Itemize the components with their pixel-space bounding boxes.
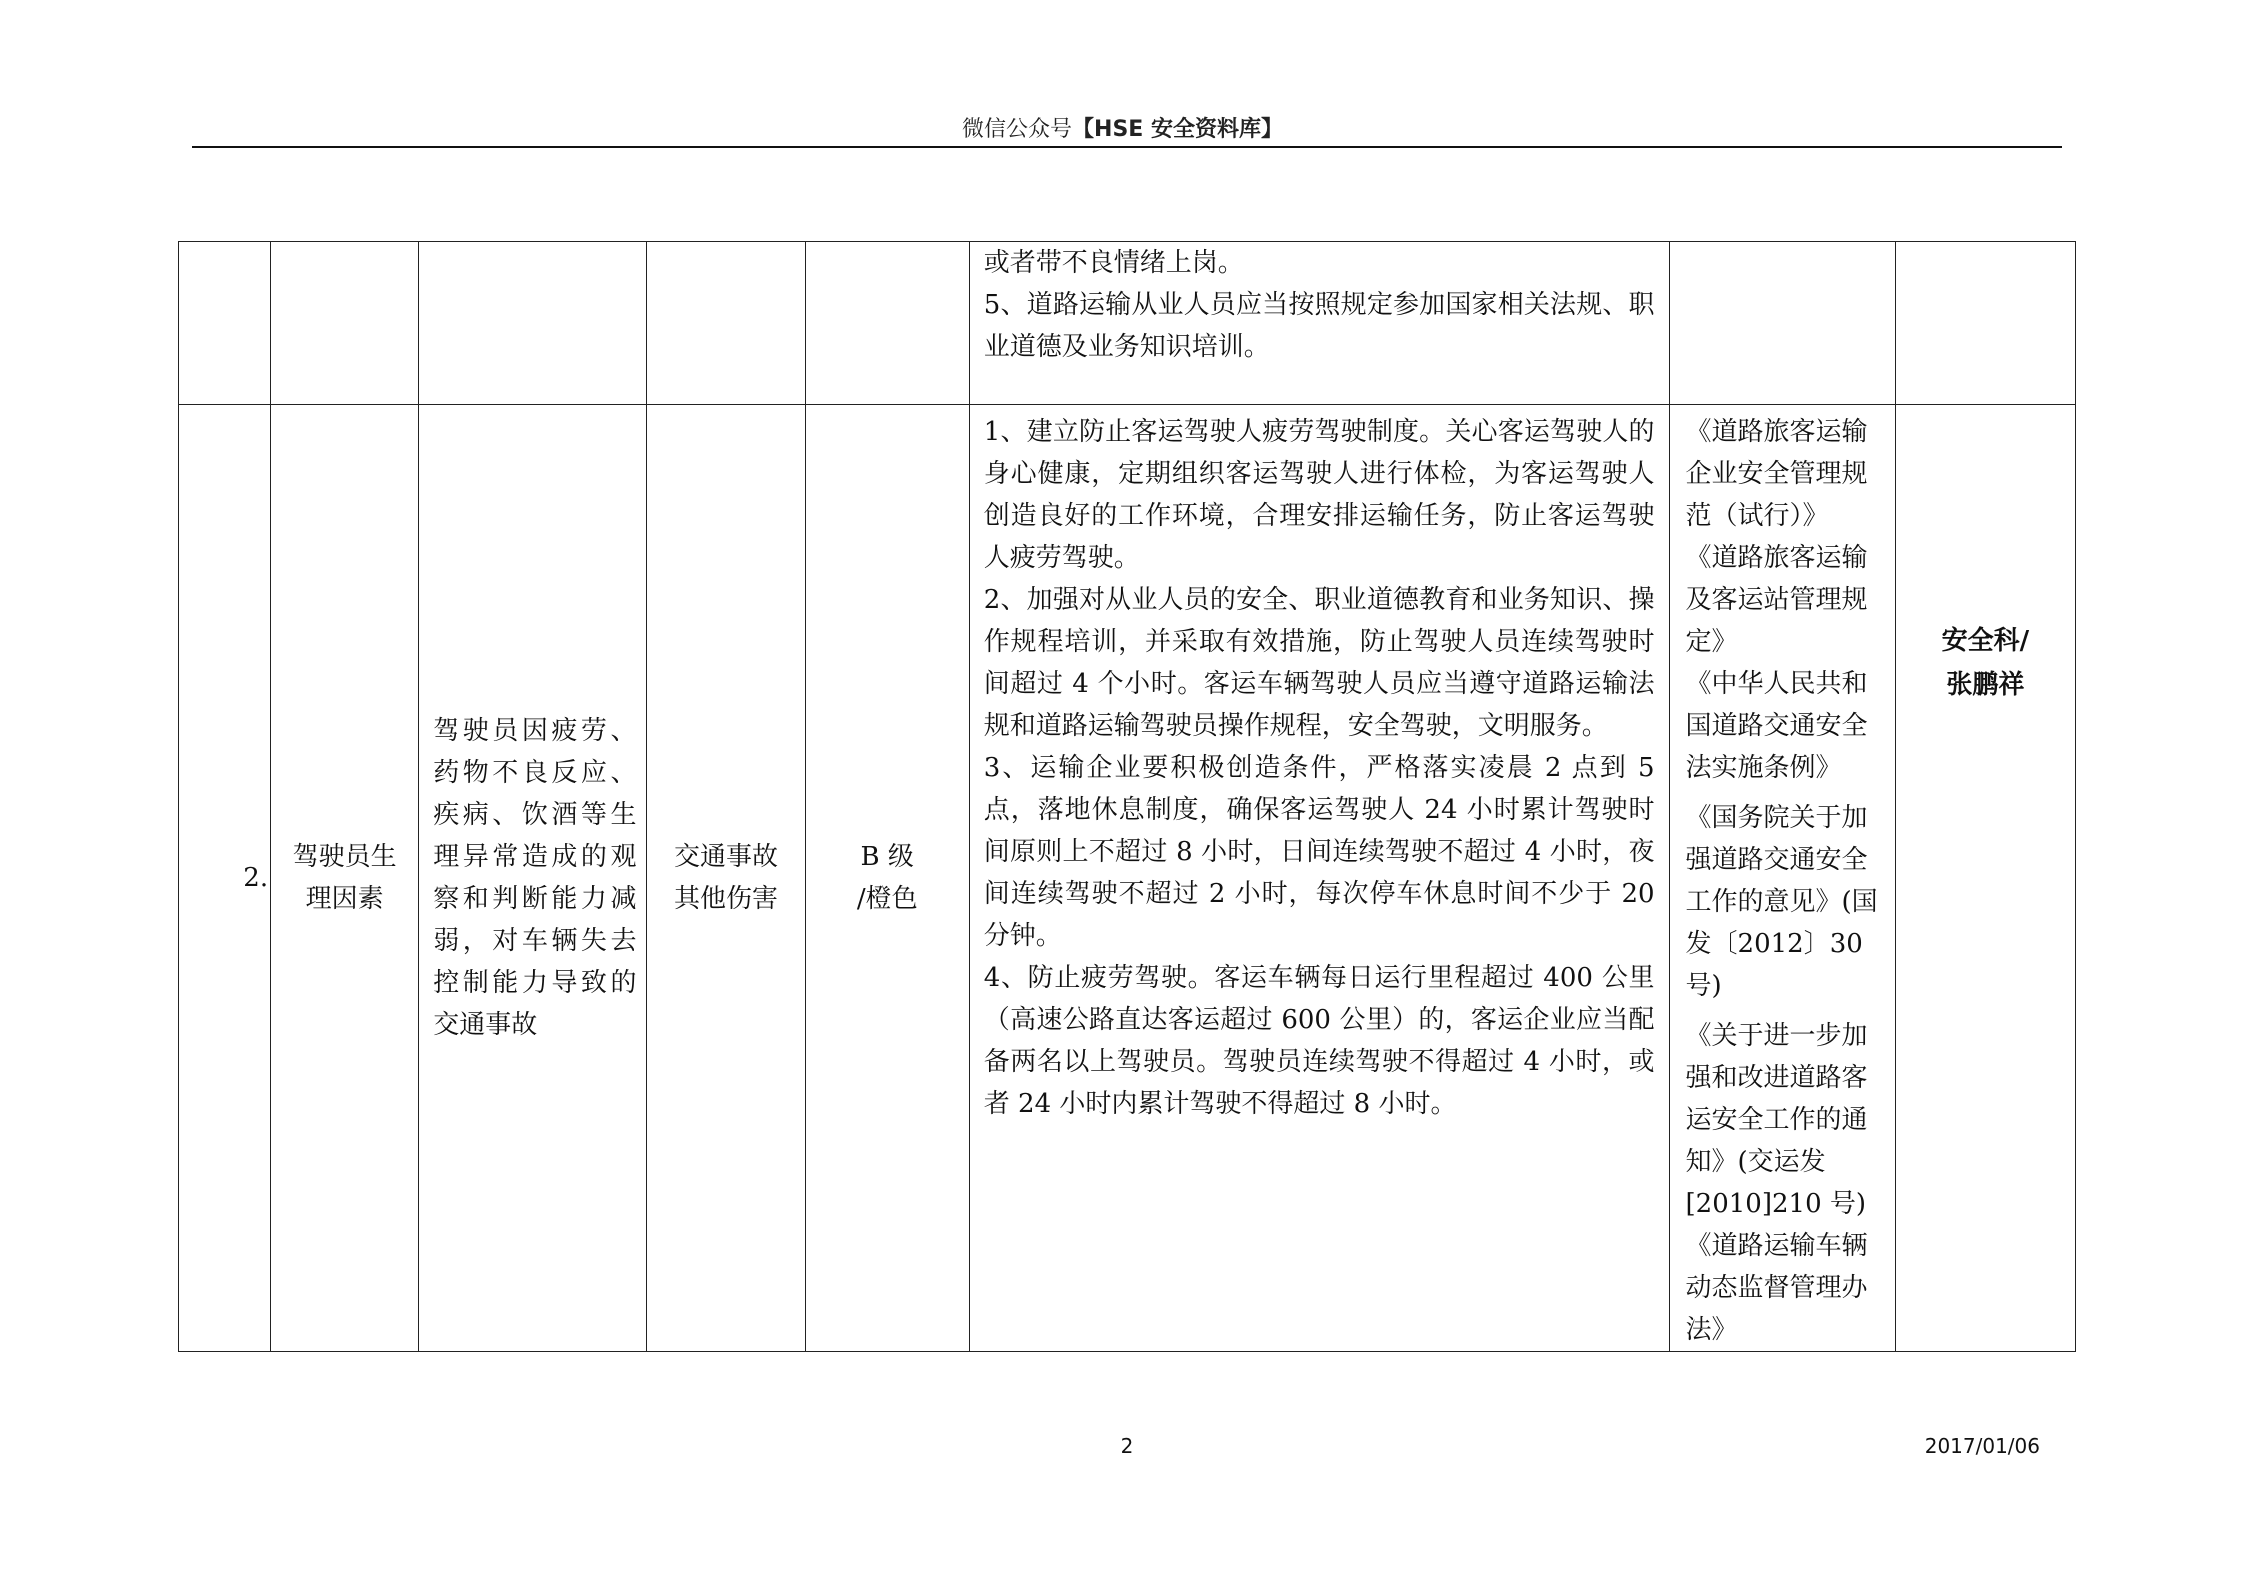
document-date: 2017/01/06 (1924, 1434, 2040, 1458)
description-cell (419, 242, 647, 405)
header-divider (192, 146, 2062, 148)
law-item: 《道路旅客运输企业安全管理规范（试行）》 (1685, 417, 1868, 531)
responsible-cell (1895, 242, 2075, 405)
factor-cell (271, 405, 419, 1352)
laws-cell (1669, 242, 1895, 405)
risk-level-cell (805, 242, 969, 405)
laws-cell (1669, 405, 1895, 1352)
law-item: 《道路旅客运输及客运站管理规定》 (1685, 543, 1868, 657)
description-cell (419, 405, 647, 1352)
measure-item: 1、建立防止客运驾驶人疲劳驾驶制度。关心客运驾驶人的身心健康，定期组织客运驾驶人进行体检，为客运驾驶人创造良好的工作环境，合理安排运输任务，防止客运驾驶人疲劳驾驶。 (983, 417, 1655, 573)
law-item: 《国务院关于加强道路交通安全工作的意见》(国发〔2012〕30 号) (1685, 803, 1878, 1001)
measure-item: 或者带不良情绪上岗。 (983, 248, 1244, 278)
page-number: 2 (1120, 1434, 1134, 1458)
accident-type-line: 其他伤害 (674, 884, 779, 914)
law-item: 《道路运输车辆动态监督管理办法》 (1685, 1231, 1868, 1345)
factor-text: 驾驶员生理因素 (292, 842, 397, 914)
law-item: 《关于进一步加强和改进道路客运安全工作的通知》(交运发[2010]210 号) (1685, 1021, 1868, 1219)
risk-level-cell (805, 405, 969, 1352)
page-header (0, 112, 2245, 143)
description-text: 驾驶员因疲劳、药物不良反应、疾病、饮酒等生理异常造成的观察和判断能力减弱，对车辆失去控制能力导致的交通事故 (433, 716, 637, 1040)
header-library-name: 【HSE 安全资料库】 (1072, 117, 1283, 142)
factor-cell (271, 242, 419, 405)
accident-type-cell (647, 405, 805, 1352)
measure-item: 5、道路运输从业人员应当按照规定参加国家相关法规、职业道德及业务知识培训。 (983, 290, 1655, 362)
risk-control-table (178, 241, 2076, 1352)
measures-cell (969, 405, 1669, 1352)
measure-item: 4、防止疲劳驾驶。客运车辆每日运行里程超过 400 公里（高速公路直达客运超过 600 公里）的，客运企业应当配备两名以上驾驶员。驾驶员连续驾驶不得超过 4 小时，或者 24 小时内累计驾驶不得超过 8 小时。 (983, 963, 1655, 1119)
risk-level-line: /橙色 (856, 884, 918, 914)
law-item: 《中华人民共和国道路交通安全法实施条例》 (1685, 669, 1868, 783)
measure-item: 3、运输企业要积极创造条件，严格落实凌晨 2 点到 5 点，落地休息制度，确保客运驾驶人 24 小时累计驾驶时间原则上不超过 8 小时，日间连续驾驶不超过 4 小时，夜间连续驾驶不超过 2 小时，每次停车休息时间不少于 20 分钟。 (983, 753, 1655, 951)
table-row (179, 242, 2076, 405)
accident-type-cell (647, 242, 805, 405)
risk-level-line: B 级 (860, 842, 914, 872)
responsible-dept: 安全科/ (1941, 626, 2030, 656)
accident-type-line: 交通事故 (674, 842, 779, 872)
responsible-cell (1895, 405, 2075, 1352)
number-cell: 2. (179, 405, 271, 1352)
table-row (179, 405, 2076, 1352)
number-cell (179, 242, 271, 405)
header-prefix: 微信公众号 (962, 117, 1073, 142)
measure-item: 2、加强对从业人员的安全、职业道德教育和业务知识、操作规程培训，并采取有效措施，防止驾驶人员连续驾驶时间超过 4 个小时。客运车辆驾驶人员应当遵守道路运输法规和道路运输驾驶员操作规程，安全驾驶，文明服务。 (983, 585, 1655, 741)
responsible-person: 张鹏祥 (1946, 670, 2025, 700)
measures-cell (969, 242, 1669, 405)
